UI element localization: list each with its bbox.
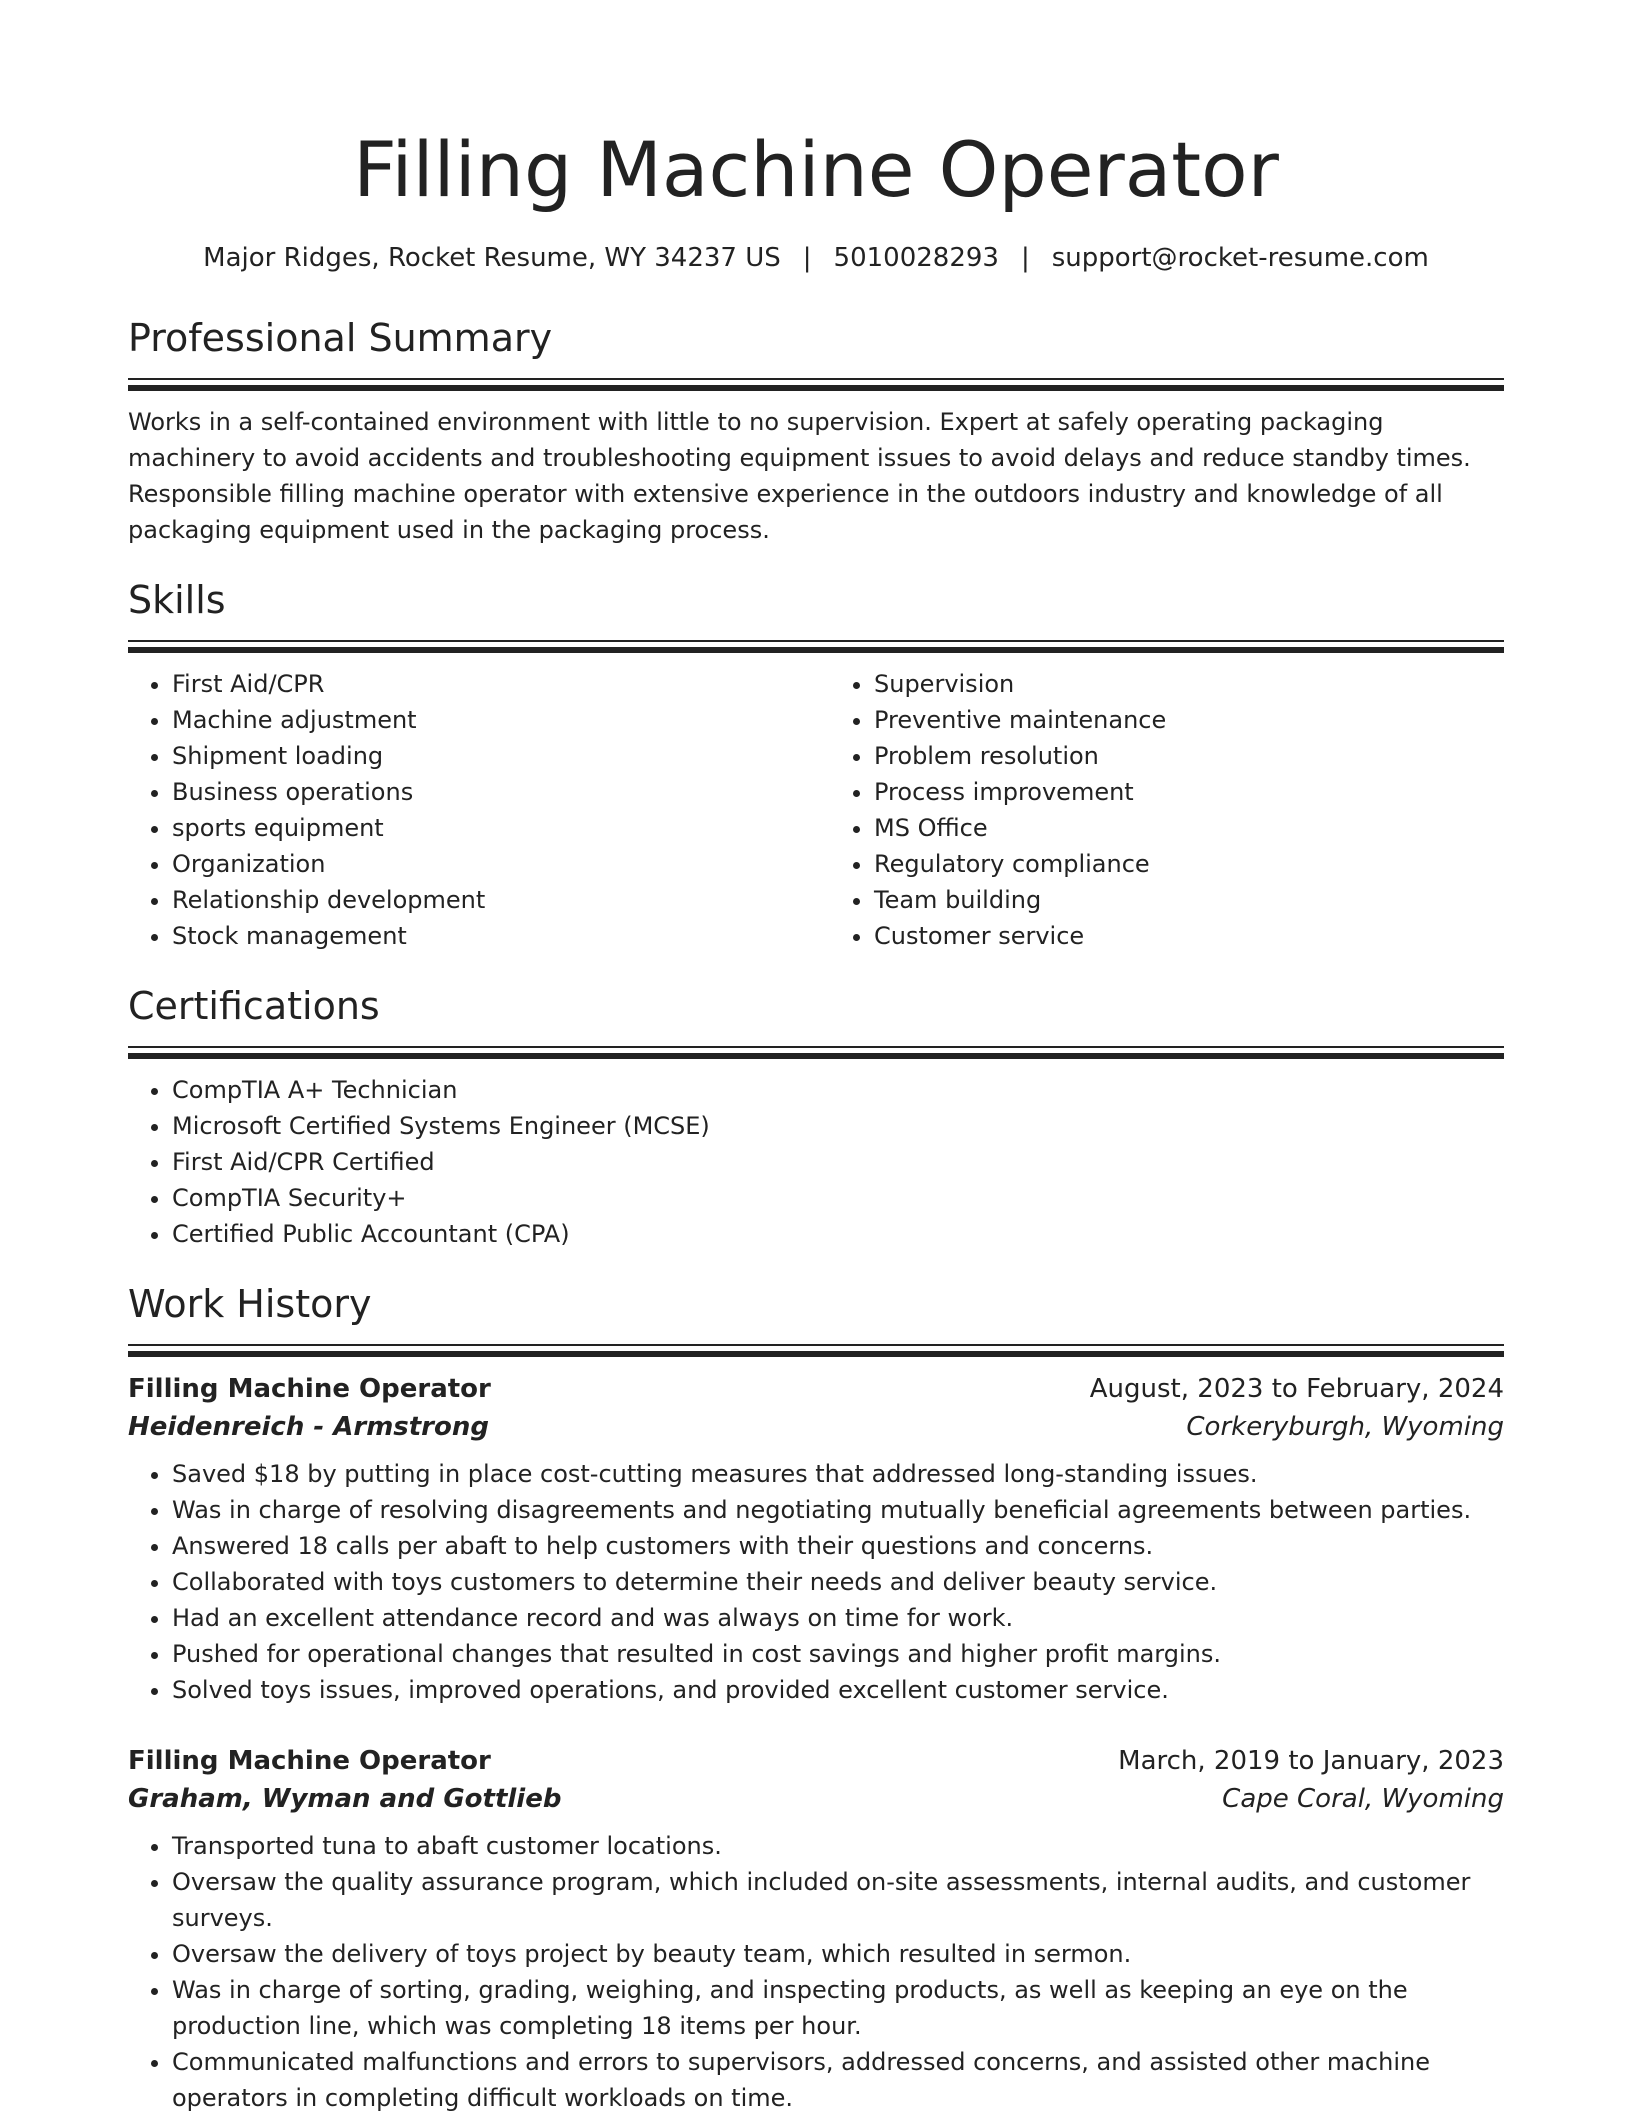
- section-heading: Professional Summary: [128, 316, 553, 360]
- job-bullet: • Answered 18 calls per abaft to help customers with their questions and concerns.: [172, 1528, 1504, 1564]
- contact-line: [128, 240, 1504, 276]
- job-entry: [128, 1742, 1504, 2116]
- certifications-section: [128, 980, 1504, 1252]
- work-history-section: [128, 1278, 1504, 2116]
- section-heading: Skills: [128, 578, 226, 622]
- certification-item: • CompTIA Security+: [172, 1180, 1504, 1216]
- job-entry: [128, 1370, 1504, 1708]
- job-title: Filling Machine Operator: [128, 1746, 491, 1776]
- contact-separator: |: [802, 243, 812, 273]
- job-company: Graham, Wyman and Gottlieb: [128, 1784, 562, 1814]
- job-bullets: [128, 1456, 1504, 1708]
- skills-section: [128, 574, 1504, 954]
- certification-item: • Microsoft Certified Systems Engineer (MCSE): [172, 1108, 1504, 1144]
- job-bullet: • Oversaw the delivery of toys project by beauty team, which resulted in sermon.: [172, 1936, 1504, 1972]
- skill-item: • Business operations: [172, 774, 802, 810]
- skills-list-right: [830, 666, 1504, 954]
- skills-list-left: [128, 666, 802, 954]
- skill-item: • Shipment loading: [172, 738, 802, 774]
- skill-item: • Process improvement: [874, 774, 1504, 810]
- skill-item: • sports equipment: [172, 810, 802, 846]
- job-bullet: • Was in charge of sorting, grading, weighing, and inspecting products, as well as keeping an eye on the production line, which was completing 18 items per hour.: [172, 1972, 1504, 2044]
- job-dates: August, 2023 to February, 2024: [1089, 1374, 1504, 1404]
- resume-title: Filling Machine Operator: [353, 125, 1279, 214]
- skill-item: • Stock management: [172, 918, 802, 954]
- certification-item: • First Aid/CPR Certified: [172, 1144, 1504, 1180]
- skill-item: • Problem resolution: [874, 738, 1504, 774]
- section-divider: [128, 378, 1504, 392]
- job-bullet: • Communicated malfunctions and errors to supervisors, addressed concerns, and assisted other machine operators in completing difficult workloads on time.: [172, 2044, 1504, 2116]
- job-subheader: [128, 1408, 1504, 1446]
- skills-grid: [128, 654, 1504, 954]
- job-bullet: • Solved toys issues, improved operations, and provided excellent customer service.: [172, 1672, 1504, 1708]
- job-bullet: • Saved $18 by putting in place cost-cutting measures that addressed long-standing issues.: [172, 1456, 1504, 1492]
- section-heading: Work History: [128, 1282, 372, 1326]
- job-company: Heidenreich - Armstrong: [128, 1412, 489, 1442]
- certification-item: • CompTIA A+ Technician: [172, 1072, 1504, 1108]
- job-bullet: • Transported tuna to abaft customer locations.: [172, 1828, 1504, 1864]
- job-title: Filling Machine Operator: [128, 1374, 491, 1404]
- contact-email[interactable]: support@rocket-resume.com: [1051, 243, 1429, 273]
- summary-section: [128, 312, 1504, 548]
- skill-item: • Machine adjustment: [172, 702, 802, 738]
- certification-item: • Certified Public Accountant (CPA): [172, 1216, 1504, 1252]
- section-divider: [128, 1046, 1504, 1060]
- job-bullets: [128, 1828, 1504, 2116]
- job-dates: March, 2019 to January, 2023: [1118, 1746, 1504, 1776]
- skill-item: • Supervision: [874, 666, 1504, 702]
- skill-item: • First Aid/CPR: [172, 666, 802, 702]
- job-header: [128, 1370, 1504, 1408]
- contact-separator: |: [1020, 243, 1030, 273]
- skill-item: • Regulatory compliance: [874, 846, 1504, 882]
- section-divider: [128, 640, 1504, 654]
- skill-item: • Team building: [874, 882, 1504, 918]
- skill-item: • Customer service: [874, 918, 1504, 954]
- section-heading: Certifications: [128, 984, 380, 1028]
- job-location: Corkeryburgh, Wyoming: [1186, 1412, 1504, 1442]
- job-location: Cape Coral, Wyoming: [1222, 1784, 1504, 1814]
- contact-address: Major Ridges, Rocket Resume, WY 34237 US: [203, 243, 781, 273]
- job-subheader: [128, 1780, 1504, 1818]
- skill-item: • Organization: [172, 846, 802, 882]
- skill-item: • Preventive maintenance: [874, 702, 1504, 738]
- job-bullet: • Oversaw the quality assurance program, which included on-site assessments, internal audits, and customer surveys.: [172, 1864, 1504, 1936]
- job-bullet: • Collaborated with toys customers to determine their needs and deliver beauty service.: [172, 1564, 1504, 1600]
- skill-item: • MS Office: [874, 810, 1504, 846]
- skill-item: • Relationship development: [172, 882, 802, 918]
- job-header: [128, 1742, 1504, 1780]
- summary-text: Works in a self-contained environment with little to no supervision. Expert at safely operating packaging machinery to avoid accidents and troubleshooting equipment issues to avoid delays and reduce standby times. Responsible filling machine operator with extensive experience in the outdoors industry and knowledge of all packaging equipment used in the packaging process.: [128, 408, 1471, 544]
- section-divider: [128, 1344, 1504, 1358]
- job-bullet: • Was in charge of resolving disagreements and negotiating mutually beneficial agreements between parties.: [172, 1492, 1504, 1528]
- job-bullet: • Had an excellent attendance record and was always on time for work.: [172, 1600, 1504, 1636]
- certifications-list: [128, 1072, 1504, 1252]
- contact-phone: 5010028293: [833, 243, 999, 273]
- job-bullet: • Pushed for operational changes that resulted in cost savings and higher profit margins.: [172, 1636, 1504, 1672]
